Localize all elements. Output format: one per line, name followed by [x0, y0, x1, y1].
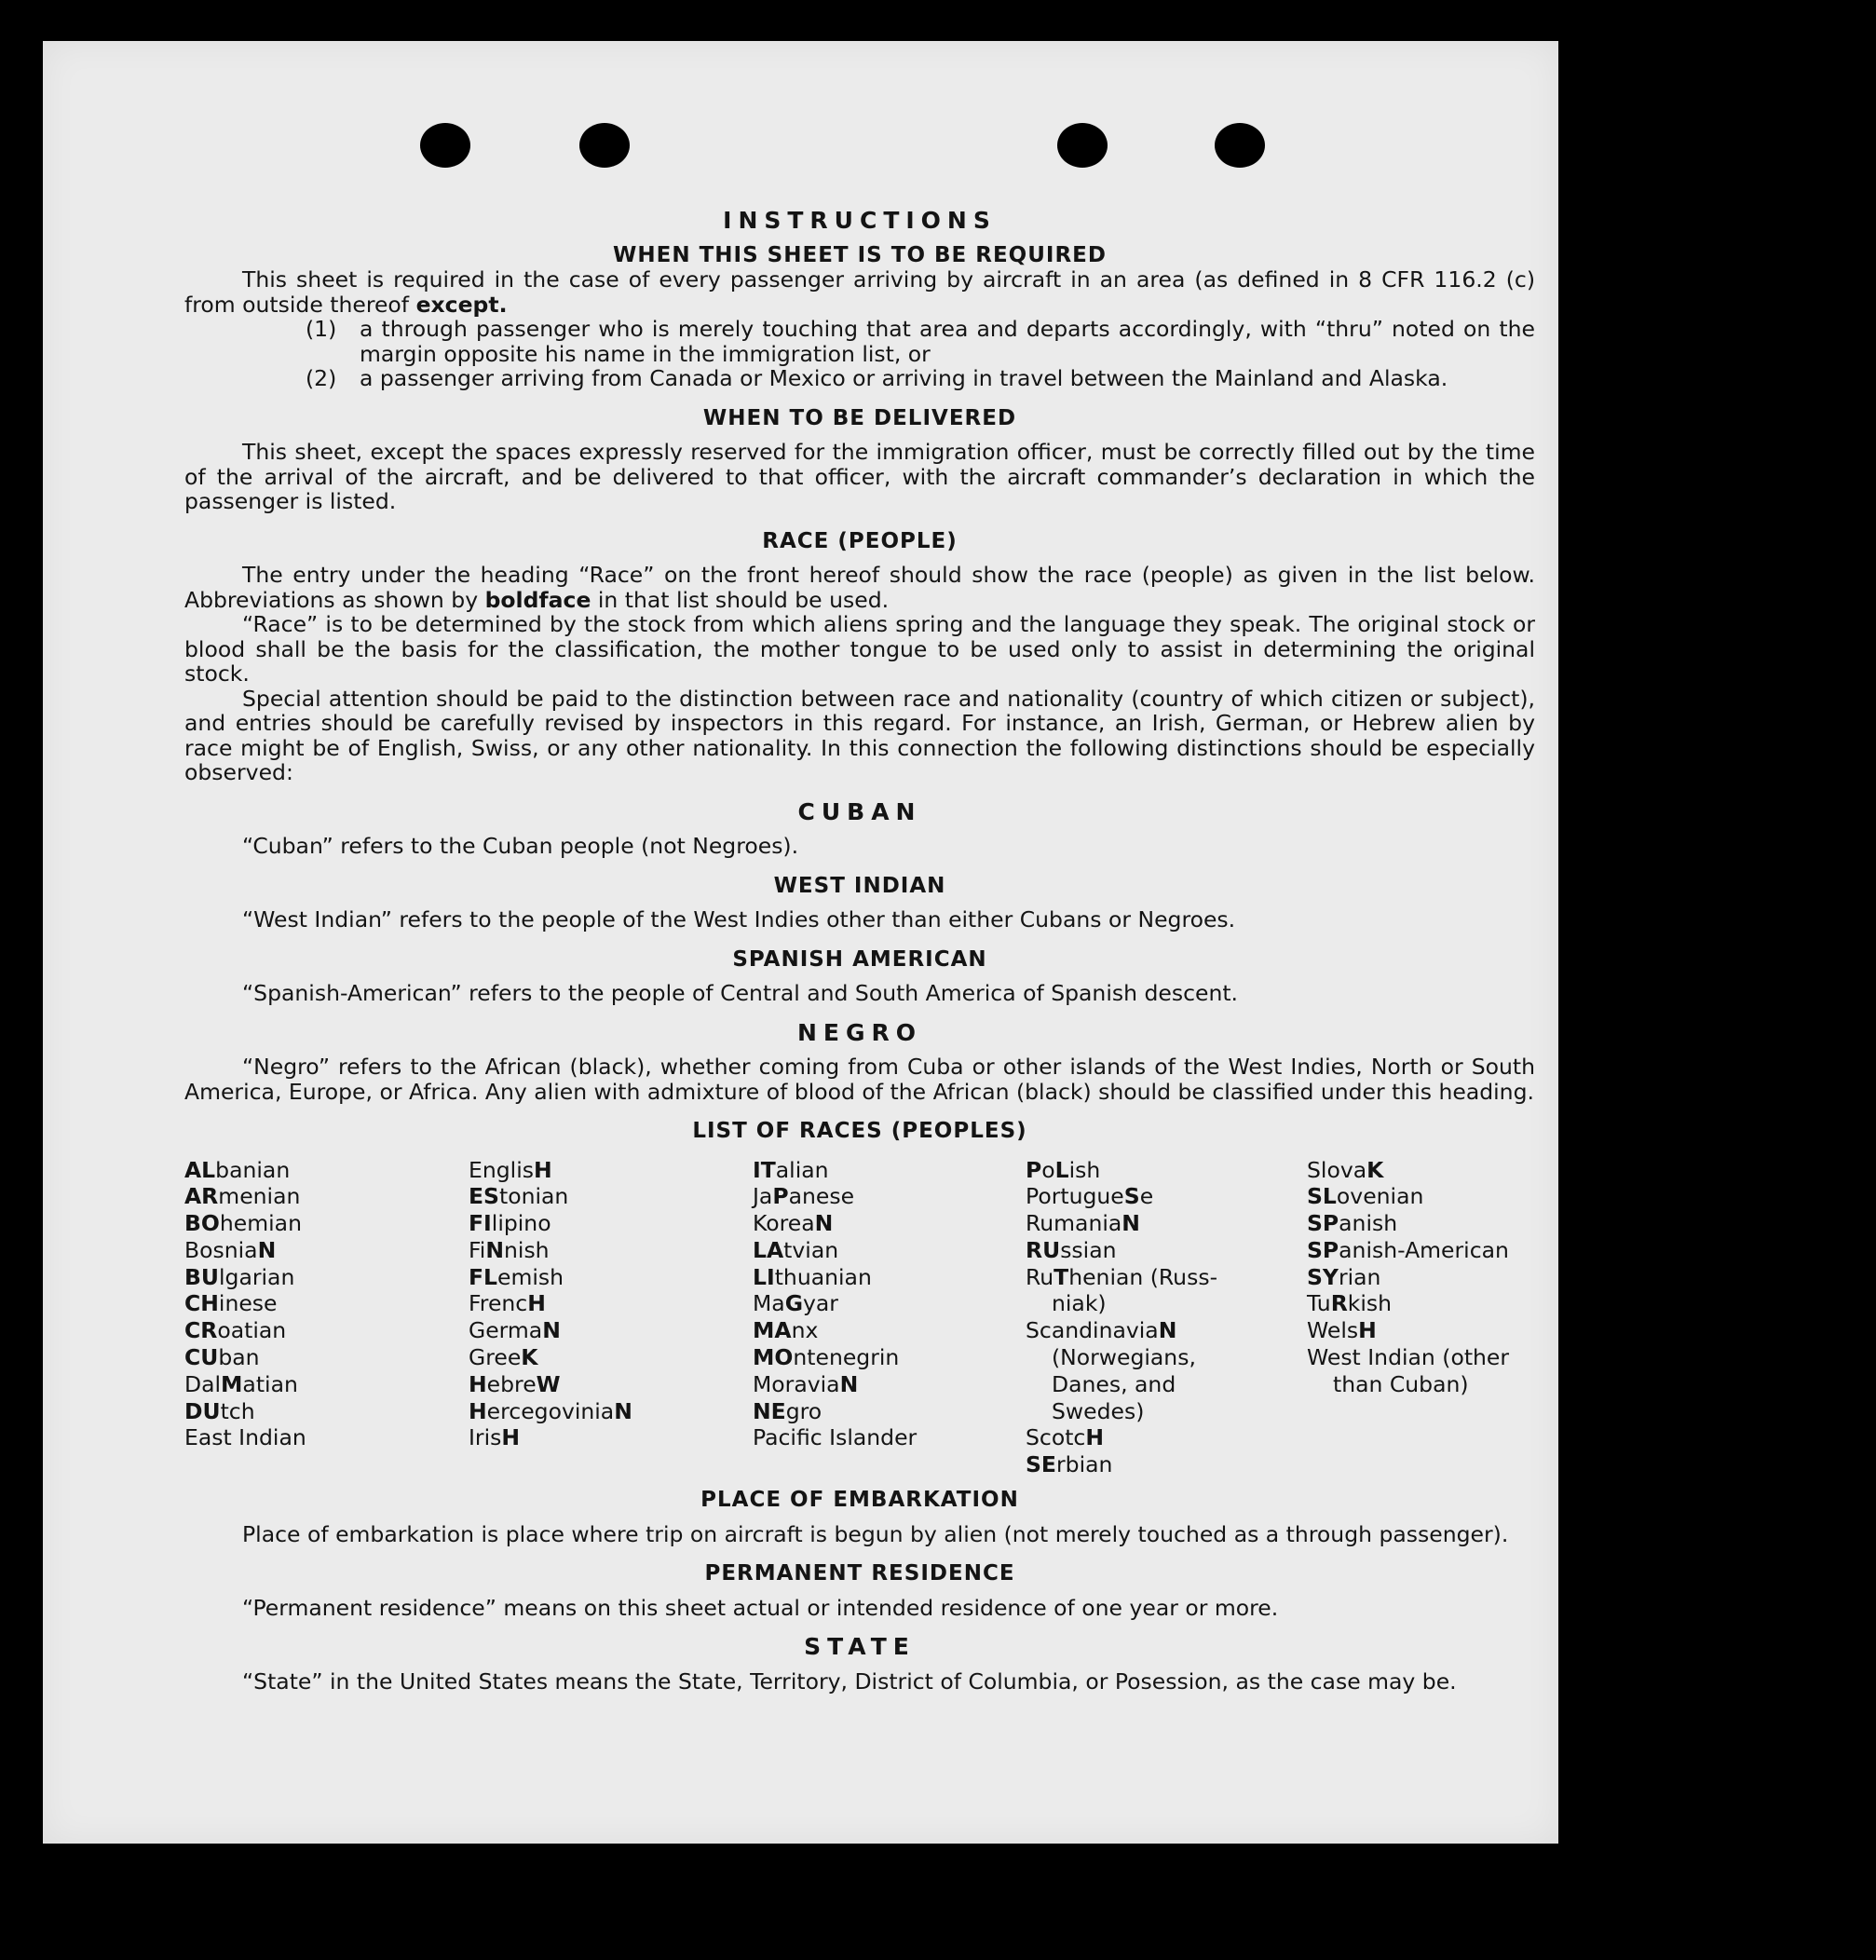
race-entry: FLemish — [469, 1263, 564, 1290]
embarkation-text: Place of embarkation is place where trip on aircraft is begun by alien (not merely touched as a through passenger). — [242, 1520, 1509, 1547]
race-entry: (Norwegians, — [1052, 1344, 1196, 1371]
section-heading-state: STATE — [804, 1633, 916, 1661]
race-entry: ScotcH — [1026, 1424, 1105, 1451]
race-entry: ScandinaviaN — [1026, 1317, 1177, 1344]
spanish-american-text: “Spanish-American” refers to the people of Central and South America of Spanish descent. — [242, 980, 1239, 1006]
race-entry: GermaN — [469, 1317, 561, 1344]
race-entry: CUban — [184, 1344, 260, 1371]
section-heading-west-indian: WEST INDIAN — [773, 873, 946, 898]
delivered-text: This sheet, except the spaces expressly reserved for the immigration officer, must be correctly filled out by the time of the arrival of the aircraft, and be delivered to that officer, with the aircraft commander’s declaration in which the passenger is listed. — [184, 439, 1535, 514]
section-heading-list: LIST OF RACES (PEOPLES) — [692, 1119, 1027, 1143]
race-entry: GreeK — [469, 1344, 538, 1371]
race-entry: Danes, and — [1052, 1370, 1176, 1397]
race-entry: FrencH — [469, 1290, 546, 1317]
race-entry: BUlgarian — [184, 1263, 295, 1290]
race-entry: BosniaN — [184, 1236, 277, 1263]
exception-item: (1) a through passenger who is merely touching that area and departs accordingly, with “thru” noted on the margin opposite his name in the immigration list, or — [306, 316, 1535, 367]
race-entry: East Indian — [184, 1424, 306, 1451]
race-entry: DUtch — [184, 1397, 255, 1424]
race-column — [1307, 1157, 1535, 1479]
race-entry: SlovaK — [1307, 1156, 1384, 1183]
section-heading-residence: PERMANENT RESIDENCE — [704, 1561, 1015, 1586]
race-entry: MOntenegrin — [753, 1344, 900, 1371]
race-column — [1026, 1157, 1307, 1479]
race-entry: SErbian — [1026, 1451, 1113, 1478]
section-heading-delivered: WHEN TO BE DELIVERED — [702, 405, 1017, 430]
race-entry: BOhemian — [184, 1210, 302, 1237]
race-entry: MAnx — [753, 1317, 819, 1344]
race-entry: SPanish-American — [1307, 1236, 1509, 1263]
race-entry: IrisH — [469, 1424, 521, 1451]
punch-hole — [420, 123, 470, 168]
state-text: “State” in the United States means the State, Territory, District of Columbia, or Posession, as the case may be. — [242, 1667, 1457, 1695]
section-heading-race: RACE (PEOPLE) — [762, 528, 958, 553]
section-heading-required: WHEN THIS SHEET IS TO BE REQUIRED — [613, 242, 1107, 267]
race-entry: than Cuban) — [1333, 1370, 1469, 1397]
race-entry: SYrian — [1307, 1263, 1381, 1290]
race-entry: Pacific Islander — [753, 1424, 918, 1451]
race-entry: TuRkish — [1307, 1290, 1393, 1317]
race-entry: Swedes) — [1052, 1397, 1145, 1424]
race-entry: NEgro — [753, 1397, 822, 1424]
race-column — [184, 1157, 469, 1479]
race-entry: RUssian — [1026, 1236, 1117, 1263]
race-list — [184, 1157, 1535, 1479]
race-entry: RumaniaN — [1026, 1210, 1140, 1237]
punch-hole — [1057, 123, 1108, 168]
race-entry: HebreW — [469, 1370, 561, 1397]
race-entry: niak) — [1052, 1290, 1107, 1317]
west-indian-text: “West Indian” refers to the people of the West Indies other than either Cubans or Negroes. — [242, 906, 1236, 932]
race-entry: EStonian — [469, 1183, 569, 1210]
race-paragraph: The entry under the heading “Race” on the front hereof should show the race (people) as given in the list below. Abbreviations as shown by boldface in that list should be used. — [184, 562, 1535, 613]
residence-text: “Permanent residence” means on this sheet actual or intended residence of one year or more. — [242, 1594, 1279, 1621]
race-entry: WelsH — [1307, 1317, 1377, 1344]
race-entry: LIthuanian — [753, 1263, 872, 1290]
section-heading-cuban: CUBAN — [797, 797, 922, 825]
section-heading-spanish-american: SPANISH AMERICAN — [732, 946, 987, 972]
race-entry: HercegoviniaN — [469, 1397, 632, 1424]
race-paragraph: Special attention should be paid to the distinction between race and nationality (country of which citizen or subject), and entries should be carefully revised by inspectors in this regard. For instance, an Irish, German, or Hebrew alien by race might be of English, Swiss, or any other nationality. In this connection the following distinctions should be especially observed: — [184, 685, 1535, 785]
race-entry: DalMatian — [184, 1370, 298, 1397]
document-page — [43, 41, 1558, 1844]
section-heading-embarkation: PLACE OF EMBARKATION — [700, 1488, 1019, 1513]
race-column — [469, 1157, 753, 1479]
race-entry: MoraviaN — [753, 1370, 859, 1397]
race-entry: KoreaN — [753, 1210, 834, 1237]
required-intro: This sheet is required in the case of every passenger arriving by aircraft in an area (as defined in 8 CFR 116.2 (c) from outside thereof except. — [184, 266, 1535, 318]
race-entry: JaPanese — [753, 1183, 855, 1210]
race-column — [753, 1157, 1026, 1479]
section-heading-negro: NEGRO — [796, 1018, 923, 1046]
punch-hole — [579, 123, 630, 168]
race-entry: MaGyar — [753, 1290, 838, 1317]
cuban-text: “Cuban” refers to the Cuban people (not Negroes). — [242, 833, 799, 859]
race-entry: FIlipino — [469, 1210, 551, 1237]
exception-item: (2) a passenger arriving from Canada or Mexico or arriving in travel between the Mainland and Alaska. — [306, 365, 1448, 391]
race-entry: SLovenian — [1307, 1183, 1424, 1210]
race-paragraph: “Race” is to be determined by the stock from which aliens spring and the language they speak. The original stock or blood shall be the basis for the classification, the mother tongue to be used only to assist in determining the original stock. — [184, 611, 1535, 687]
race-entry: CRoatian — [184, 1317, 287, 1344]
instructions-body — [184, 209, 1535, 1694]
race-entry: EnglisH — [469, 1156, 552, 1183]
race-entry: West Indian (other — [1307, 1344, 1510, 1371]
race-entry: RuThenian (Russ- — [1026, 1263, 1218, 1290]
race-entry: PortugueSe — [1026, 1183, 1154, 1210]
race-entry: ARmenian — [184, 1183, 301, 1210]
punch-hole — [1215, 123, 1265, 168]
negro-text: “Negro” refers to the African (black), whether coming from Cuba or other islands of the West Indies, North or South America, Europe, or Africa. Any alien with admixture of blood of the African (black) should be classified under this heading. — [184, 1054, 1535, 1105]
race-entry: ITalian — [753, 1156, 829, 1183]
race-entry: PoLish — [1026, 1156, 1101, 1183]
race-entry: CHinese — [184, 1290, 278, 1317]
race-entry: LAtvian — [753, 1236, 839, 1263]
page-title: INSTRUCTIONS — [723, 207, 997, 234]
race-entry: SPanish — [1307, 1210, 1398, 1237]
race-entry: ALbanian — [184, 1156, 291, 1183]
race-entry: FiNnish — [469, 1236, 550, 1263]
